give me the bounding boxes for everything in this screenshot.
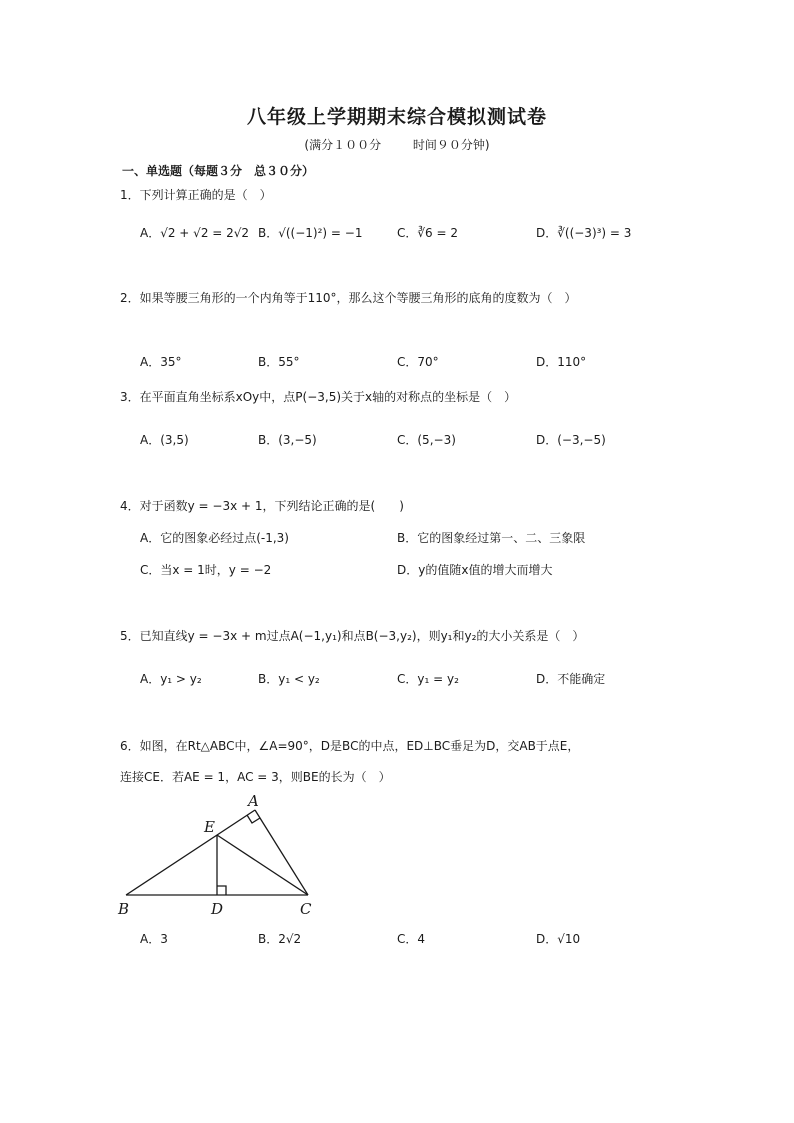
question-2-stem: 2．如果等腰三角形的一个内角等于110°，那么这个等腰三角形的底角的度数为（ ）	[120, 291, 577, 305]
question-6-stem: 6．如图，在Rt△ABC中，∠A=90°，D是BC的中点，ED⊥BC垂足为D，交AB于点E，	[120, 739, 580, 753]
question-4-stem: 4．对于函数y = −3x + 1，下列结论正确的是( )	[120, 499, 404, 513]
question-5-option-d: D．不能确定	[536, 672, 606, 686]
question-3-option-b: B．(3,−5)	[258, 433, 317, 447]
question-5-option-b: B．y₁ < y₂	[258, 672, 320, 686]
question-4-option-d: D．y的值随x值的增大而增大	[397, 563, 553, 577]
label-b: B	[118, 900, 130, 918]
question-5-option-a: A．y₁ > y₂	[140, 672, 202, 686]
question-6-stem-line-2: 连接CE．若AE = 1，AC = 3，则BE的长为（ ）	[120, 770, 391, 784]
question-5-option-c: C．y₁ = y₂	[397, 672, 459, 686]
question-6-option-a: A．3	[140, 932, 168, 946]
question-2-option-b: B．55°	[258, 355, 300, 369]
question-4-option-a: A．它的图象必经过点(-1,3)	[140, 531, 289, 545]
right-angle-mark-d	[217, 886, 226, 895]
full-marks: (满分１００分	[304, 138, 382, 152]
question-3-option-c: C．(5,−3)	[397, 433, 456, 447]
question-1-option-c: C．∛6 = 2	[397, 226, 458, 240]
segment-ba	[126, 810, 255, 895]
question-6-option-b: B．2√2	[258, 932, 302, 946]
label-a: A	[248, 792, 259, 810]
question-2-option-c: C．70°	[397, 355, 439, 369]
section-heading: 一、单选题（每题３分 总３０分）	[122, 164, 315, 178]
question-1-option-d: D．∛((−3)³) = 3	[536, 226, 632, 240]
question-5-stem: 5．已知直线y = −3x + m过点A(−1,y₁)和点B(−3,y₂)，则y₁和y₂的大小关系是（ ）	[120, 629, 585, 643]
question-1-stem: 1．下列计算正确的是（ ）	[120, 188, 272, 202]
question-1-option-a: A．√2 + √2 = 2√2	[140, 226, 250, 240]
question-3-stem: 3．在平面直角坐标系xOy中，点P(−3,5)关于x轴的对称点的坐标是（ ）	[120, 390, 517, 404]
question-2-option-a: A．35°	[140, 355, 182, 369]
exam-info	[0, 136, 794, 153]
segment-ac	[255, 810, 308, 895]
triangle-figure	[110, 788, 330, 918]
question-4-option-b: B．它的图象经过第一、二、三象限	[397, 531, 586, 545]
question-2-option-d: D．110°	[536, 355, 587, 369]
question-1-option-b: B．√((−1)²) = −1	[258, 226, 363, 240]
page-title: 八年级上学期期末综合模拟测试卷	[246, 106, 547, 128]
question-3-option-d: D．(−3,−5)	[536, 433, 606, 447]
label-d: D	[211, 900, 224, 918]
question-6-option-c: C．4	[397, 932, 426, 946]
right-angle-mark-a	[247, 815, 260, 823]
question-4-option-c: C．当x = 1时，y = −2	[140, 563, 272, 577]
segment-ec	[217, 835, 308, 895]
exam-time: 时间９０分钟)	[412, 138, 490, 152]
label-c: C	[300, 900, 312, 918]
label-e: E	[204, 818, 215, 836]
question-3-option-a: A．(3,5)	[140, 433, 189, 447]
question-6-option-d: D．√10	[536, 932, 581, 946]
